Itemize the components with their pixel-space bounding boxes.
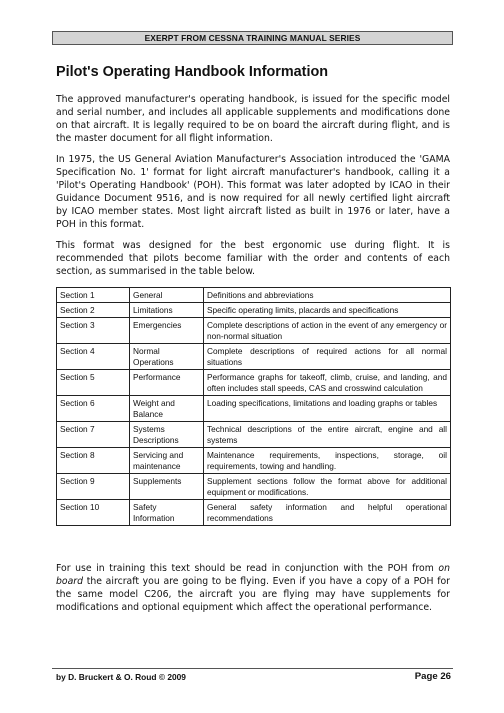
- paragraph-history: In 1975, the US General Aviation Manufacturer's Association introduced the 'GAMA Specification No. 1' format for light aircraft manufacturer's handbook, calling it a 'Pilot's Operating Handbook' (POH). This format was later adopted by ICAO in their Guidance Document 9516, and is now required for all newly certified light aircraft by ICAO member states. Most light aircraft listed as built in 1976 or later, have a POH in this format.: [56, 154, 450, 230]
- section-number: Section 7: [57, 422, 130, 448]
- section-number: Section 5: [57, 370, 130, 396]
- table-row: [57, 474, 451, 500]
- section-description: General safety information and helpful operational recommendations: [204, 500, 451, 526]
- section-name: General: [130, 288, 204, 303]
- table-row: [57, 448, 451, 474]
- paragraph-format: This format was designed for the best ergonomic use during flight. It is recommended that pilots become familiar with the order and contents of each section, as summarised in the table below.: [56, 240, 450, 277]
- page-number: Page 26: [414, 671, 451, 682]
- section-number: Section 2: [57, 303, 130, 318]
- training-note-text: For use in training this text should be read in conjunction with the POH from: [56, 563, 439, 574]
- table-row: [57, 303, 451, 318]
- section-name: Normal Operations: [130, 344, 204, 370]
- section-number: Section 10: [57, 500, 130, 526]
- section-name: Servicing and maintenance: [130, 448, 204, 474]
- section-number: Section 8: [57, 448, 130, 474]
- section-description: Technical descriptions of the entire aircraft, engine and all systems: [204, 422, 451, 448]
- paragraph-intro: The approved manufacturer's operating handbook, is issued for the specific model and serial number, and includes all applicable supplements and modifications done on that aircraft. It is legally required to be on board the aircraft during flight, and is the master document for all flight information.: [56, 94, 450, 144]
- section-number: Section 1: [57, 288, 130, 303]
- footer-author: by D. Bruckert & O. Roud © 2009: [56, 672, 186, 682]
- section-description: Loading specifications, limitations and loading graphs or tables: [204, 396, 451, 422]
- section-name: Weight and Balance: [130, 396, 204, 422]
- section-description: Definitions and abbreviations: [204, 288, 451, 303]
- section-name: Emergencies: [130, 318, 204, 344]
- poh-sections-table: [56, 287, 451, 526]
- table-row: [57, 370, 451, 396]
- section-number: Section 6: [57, 396, 130, 422]
- table-row: [57, 344, 451, 370]
- section-name: Limitations: [130, 303, 204, 318]
- document-title: Pilot's Operating Handbook Information: [56, 64, 329, 80]
- section-name: Performance: [130, 370, 204, 396]
- section-number: Section 3: [57, 318, 130, 344]
- paragraph-training-note: [56, 562, 450, 614]
- section-name: Supplements: [130, 474, 204, 500]
- table-row: [57, 396, 451, 422]
- page-header: EXERPT FROM CESSNA TRAINING MANUAL SERIES: [52, 31, 453, 45]
- training-note-text-rest: the aircraft you are going to be flying. Even if you have a copy of a POH for the same model C206, the aircraft you are flying may have supplements for modifications and optional equipment which affect the operational performance.: [56, 576, 450, 613]
- section-number: Section 9: [57, 474, 130, 500]
- section-description: Complete descriptions of required actions for all normal situations: [204, 344, 451, 370]
- section-description: Performance graphs for takeoff, climb, cruise, and landing, and often includes stall speeds, CAS and crosswind calculation: [204, 370, 451, 396]
- section-description: Complete descriptions of action in the event of any emergency or non-normal situation: [204, 318, 451, 344]
- table-row: [57, 422, 451, 448]
- section-name: Systems Descriptions: [130, 422, 204, 448]
- training-note-emphasis: on board: [56, 563, 450, 587]
- table-row: [57, 318, 451, 344]
- section-number: Section 4: [57, 344, 130, 370]
- section-description: Supplement sections follow the format above for additional equipment or modifications.: [204, 474, 451, 500]
- section-description: Maintenance requirements, inspections, storage, oil requirements, towing and handling.: [204, 448, 451, 474]
- footer-divider: [52, 668, 453, 669]
- table-row: [57, 288, 451, 303]
- section-name: Safety Information: [130, 500, 204, 526]
- table-row: [57, 500, 451, 526]
- section-description: Specific operating limits, placards and specifications: [204, 303, 451, 318]
